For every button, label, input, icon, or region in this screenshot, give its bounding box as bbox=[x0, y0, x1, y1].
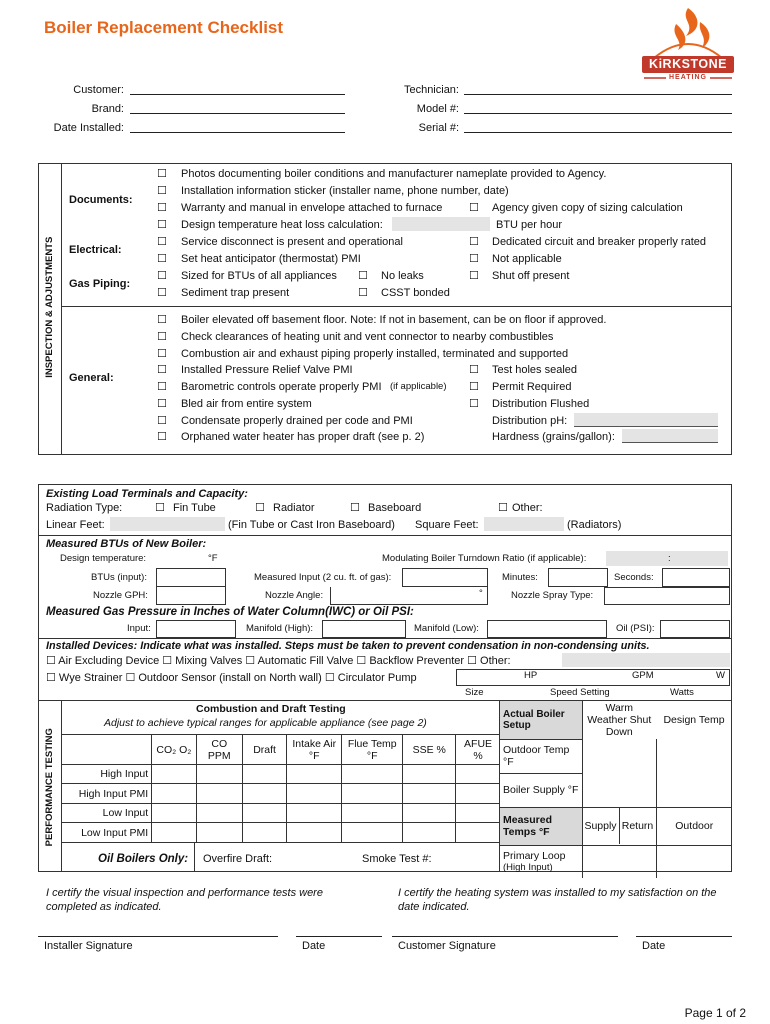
date-installed-label: Date Installed: bbox=[53, 122, 124, 134]
checkbox[interactable]: ☐ bbox=[498, 501, 508, 514]
check-item: Combustion air and exhaust piping properly installed, terminated and supported bbox=[181, 348, 569, 360]
table-row: High Input bbox=[62, 765, 500, 784]
combustion-table bbox=[62, 734, 500, 843]
table-row: High Input PMI bbox=[62, 784, 500, 804]
checkbox[interactable]: ☐ bbox=[469, 380, 479, 393]
check-item: Dedicated circuit and breaker properly rated bbox=[492, 236, 707, 248]
check-item: Photos documenting boiler conditions and manufacturer nameplate provided to Agency. bbox=[181, 168, 607, 180]
documents-heading: Documents: bbox=[69, 194, 133, 206]
check-item: BTU per hour bbox=[496, 219, 563, 231]
table-row: Low Input PMI bbox=[62, 823, 500, 843]
devices-line-2[interactable]: ☐ Wye Strainer ☐ Outdoor Sensor (install on North wall) ☐ Circulator Pump bbox=[46, 672, 417, 684]
check-item: Agency given copy of sizing calculation bbox=[492, 202, 683, 214]
seconds-label: Seconds: bbox=[614, 572, 654, 583]
turndown-field[interactable] bbox=[606, 551, 728, 566]
existing-heading: Existing Load Terminals and Capacity: bbox=[46, 488, 248, 500]
check-item: Check clearances of heating unit and vent connector to nearby combustibles bbox=[181, 331, 554, 343]
setup-table: Actual Boiler Setup Warm Weather Shut Down Design Temp Outdoor Temp °F Boiler Supply °F Measured Temps °F Supply Return Outdoor Primary Loop (High Input) bbox=[500, 700, 732, 878]
devices-line-1[interactable]: ☐ Air Excluding Device ☐ Mixing Valves ☐ Automatic Fill Valve ☐ Backflow Preventer ☐ Other: bbox=[46, 655, 511, 667]
checkbox[interactable]: ☐ bbox=[157, 347, 167, 360]
combustion-sub: Adjust to achieve typical ranges for applicable appliance (see page 2) bbox=[104, 717, 427, 729]
date-label-2: Date bbox=[642, 940, 666, 952]
other-label: Other: bbox=[512, 502, 543, 514]
radiators-label: (Radiators) bbox=[567, 519, 622, 531]
page-number: Page 1 of 2 bbox=[684, 1006, 746, 1020]
checkbox[interactable]: ☐ bbox=[157, 380, 167, 393]
nozzle-gph-field[interactable] bbox=[156, 587, 226, 605]
check-item: Hardness (grains/gallon): bbox=[492, 431, 615, 443]
spray-type-field[interactable] bbox=[604, 587, 730, 605]
checkbox[interactable]: ☐ bbox=[157, 397, 167, 410]
hp-label: HP bbox=[524, 670, 538, 681]
other-device-field[interactable] bbox=[562, 653, 730, 667]
check-item: Design temperature heat loss calculation: bbox=[181, 219, 383, 231]
checkbox[interactable]: ☐ bbox=[155, 501, 165, 514]
smoke-label: Smoke Test #: bbox=[362, 853, 432, 865]
checkbox[interactable]: ☐ bbox=[157, 218, 167, 231]
col-header: AFUE % bbox=[456, 735, 500, 765]
radiator-label: Radiator bbox=[273, 502, 315, 514]
checkbox[interactable]: ☐ bbox=[157, 235, 167, 248]
checkbox[interactable]: ☐ bbox=[157, 269, 167, 282]
customer-signature-line[interactable] bbox=[392, 936, 618, 937]
electrical-heading: Electrical: bbox=[69, 244, 122, 256]
check-item-note: (if applicable) bbox=[390, 381, 447, 392]
checkbox[interactable]: ☐ bbox=[157, 430, 167, 443]
nozzle-gph-label: Nozzle GPH: bbox=[93, 590, 148, 601]
square-feet-label: Square Feet: bbox=[415, 519, 479, 531]
check-item: Sediment trap present bbox=[181, 287, 290, 299]
ph-field[interactable] bbox=[574, 413, 718, 427]
check-item: Orphaned water heater has proper draft (see p. 2) bbox=[181, 431, 425, 443]
col-header: CO PPM bbox=[196, 735, 242, 765]
check-item: Set heat anticipator (thermostat) PMI bbox=[181, 253, 361, 265]
installer-signature-line[interactable] bbox=[38, 936, 278, 937]
technician-label: Technician: bbox=[403, 84, 459, 96]
checkbox[interactable]: ☐ bbox=[157, 201, 167, 214]
check-item: Service disconnect is present and operational bbox=[181, 236, 403, 248]
col-header: SSE % bbox=[403, 735, 456, 765]
measured-btu-heading: Measured BTUs of New Boiler: bbox=[46, 538, 207, 550]
customer-signature-label: Customer Signature bbox=[398, 940, 496, 952]
date-line-1[interactable] bbox=[296, 936, 382, 937]
nozzle-angle-field[interactable] bbox=[330, 587, 488, 605]
input-pressure-field[interactable] bbox=[156, 620, 236, 638]
checkbox[interactable]: ☐ bbox=[469, 269, 479, 282]
radiation-type-label: Radiation Type: bbox=[46, 502, 123, 514]
customer-field[interactable] bbox=[130, 94, 345, 95]
brand-label: Brand: bbox=[91, 103, 124, 115]
nozzle-angle-label: Nozzle Angle: bbox=[265, 590, 324, 601]
check-item: Bled air from entire system bbox=[181, 398, 312, 410]
speed-label: Speed Setting bbox=[550, 687, 610, 698]
pump-field[interactable] bbox=[456, 669, 730, 686]
checkbox[interactable]: ☐ bbox=[358, 269, 368, 282]
baseboard-label: Baseboard bbox=[368, 502, 422, 514]
check-item: CSST bonded bbox=[381, 287, 450, 299]
measured-input-field[interactable] bbox=[402, 568, 488, 587]
check-item: Warranty and manual in envelope attached to furnace bbox=[181, 202, 443, 214]
check-item: No leaks bbox=[381, 270, 424, 282]
checkbox[interactable]: ☐ bbox=[157, 252, 167, 265]
check-item: Installation information sticker (installer name, phone number, date) bbox=[181, 185, 509, 197]
oil-psi-label: Oil (PSI): bbox=[616, 623, 655, 634]
devices-heading: Installed Devices: Indicate what was installed. Steps must be taken to prevent condensation in non-condensing units. bbox=[46, 640, 650, 652]
design-temp-label: Design temperature: bbox=[60, 553, 147, 564]
spray-type-label: Nozzle Spray Type: bbox=[511, 590, 594, 601]
manifold-low-field[interactable] bbox=[487, 620, 607, 638]
checkbox[interactable]: ☐ bbox=[469, 201, 479, 214]
check-item: Shut off present bbox=[492, 270, 570, 282]
checkbox[interactable]: ☐ bbox=[469, 235, 479, 248]
checkbox[interactable]: ☐ bbox=[157, 167, 167, 180]
checkbox[interactable]: ☐ bbox=[157, 330, 167, 343]
date-label-1: Date bbox=[302, 940, 326, 952]
btu-field[interactable] bbox=[392, 217, 490, 231]
check-item: Condensate properly drained per code and PMI bbox=[181, 415, 413, 427]
technician-field[interactable] bbox=[464, 94, 732, 95]
manifold-high-label: Manifold (High): bbox=[246, 623, 314, 634]
seconds-field[interactable] bbox=[662, 568, 730, 587]
checkbox[interactable]: ☐ bbox=[157, 363, 167, 376]
checkbox[interactable]: ☐ bbox=[157, 286, 167, 299]
minutes-label: Minutes: bbox=[502, 572, 538, 583]
kirkstone-logo bbox=[640, 6, 736, 86]
check-item: Boiler elevated off basement floor. Note: If not in basement, can be on floor if approved. bbox=[181, 314, 607, 326]
serial-field[interactable] bbox=[464, 132, 732, 133]
gpm-label: GPM bbox=[632, 670, 654, 681]
input-label: Input: bbox=[127, 623, 151, 634]
page-title: Boiler Replacement Checklist bbox=[44, 18, 284, 37]
customer-label: Customer: bbox=[73, 84, 124, 96]
overfire-field[interactable] bbox=[194, 843, 195, 872]
oil-only-label: Oil Boilers Only: bbox=[98, 853, 189, 865]
w-label: W bbox=[716, 670, 725, 681]
logo-name: KiRKSTONE bbox=[649, 57, 727, 71]
logo-sub: HEATING bbox=[669, 74, 707, 81]
manifold-high-field[interactable] bbox=[322, 620, 406, 638]
measured-input-label: Measured Input (2 cu. ft. of gas): bbox=[254, 572, 392, 583]
performance-side-label: PERFORMANCE TESTING bbox=[43, 728, 55, 847]
checkbox[interactable]: ☐ bbox=[255, 501, 265, 514]
check-item: Installed Pressure Relief Valve PMI bbox=[181, 364, 353, 376]
check-item: Sized for BTUs of all appliances bbox=[181, 270, 337, 282]
col-header: Draft bbox=[242, 735, 286, 765]
turndown-label: Modulating Boiler Turndown Ratio (if applicable): bbox=[382, 553, 587, 564]
checkbox[interactable]: ☐ bbox=[469, 397, 479, 410]
combustion-heading: Combustion and Draft Testing bbox=[196, 703, 346, 715]
check-item: Test holes sealed bbox=[492, 364, 577, 376]
fin-or-cast-label: (Fin Tube or Cast Iron Baseboard) bbox=[228, 519, 395, 531]
date-line-2[interactable] bbox=[636, 936, 732, 937]
general-heading: General: bbox=[69, 372, 114, 384]
check-item: Distribution Flushed bbox=[492, 398, 590, 410]
checkbox[interactable]: ☐ bbox=[350, 501, 360, 514]
gas-piping-heading: Gas Piping: bbox=[69, 278, 131, 290]
size-label: Size bbox=[465, 687, 484, 698]
checkbox[interactable]: ☐ bbox=[358, 286, 368, 299]
check-item: Barometric controls operate properly PMI bbox=[181, 381, 382, 393]
col-header: CO₂ O₂ bbox=[152, 735, 196, 765]
checkbox[interactable]: ☐ bbox=[157, 414, 167, 427]
overfire-label: Overfire Draft: bbox=[203, 853, 273, 865]
inspection-side-label: INSPECTION & ADJUSTMENTS bbox=[43, 236, 55, 378]
model-field[interactable] bbox=[464, 113, 732, 114]
checkbox[interactable]: ☐ bbox=[469, 363, 479, 376]
col-header: Intake Air °F bbox=[287, 735, 342, 765]
watts-label: Watts bbox=[670, 687, 694, 698]
check-item: Distribution pH: bbox=[492, 415, 568, 427]
hardness-field[interactable] bbox=[622, 429, 718, 443]
ratio-colon: : bbox=[668, 553, 671, 564]
brand-field[interactable] bbox=[130, 113, 345, 114]
col-header: Flue Temp °F bbox=[342, 735, 403, 765]
oil-psi-field[interactable] bbox=[660, 620, 730, 638]
gas-pressure-heading: Measured Gas Pressure in Inches of Water Column(IWC) or Oil PSI: bbox=[46, 606, 414, 618]
btus-input-field[interactable] bbox=[156, 568, 226, 587]
model-label: Model #: bbox=[416, 103, 459, 115]
date-installed-field[interactable] bbox=[130, 132, 345, 133]
installer-signature-label: Installer Signature bbox=[44, 940, 133, 952]
btus-input-label: BTUs (input): bbox=[91, 572, 147, 583]
checkbox[interactable]: ☐ bbox=[469, 252, 479, 265]
certify-left: I certify the visual inspection and performance tests were completed as indicated. bbox=[46, 887, 323, 914]
linear-feet-label: Linear Feet: bbox=[46, 519, 105, 531]
serial-label: Serial #: bbox=[418, 122, 459, 134]
check-item: Not applicable bbox=[492, 253, 562, 265]
deg-label: ° bbox=[479, 588, 483, 599]
minutes-field[interactable] bbox=[548, 568, 608, 587]
table-row: Low Input bbox=[62, 804, 500, 823]
certify-right: I certify the heating system was installed to my satisfaction on the date indicated. bbox=[398, 887, 717, 914]
deg-f-label: °F bbox=[208, 553, 218, 564]
check-item: Permit Required bbox=[492, 381, 572, 393]
manifold-low-label: Manifold (Low): bbox=[414, 623, 479, 634]
fin-tube-label: Fin Tube bbox=[173, 502, 216, 514]
square-feet-field[interactable] bbox=[484, 517, 564, 531]
checkbox[interactable]: ☐ bbox=[157, 313, 167, 326]
linear-feet-field[interactable] bbox=[110, 517, 225, 531]
checkbox[interactable]: ☐ bbox=[157, 184, 167, 197]
